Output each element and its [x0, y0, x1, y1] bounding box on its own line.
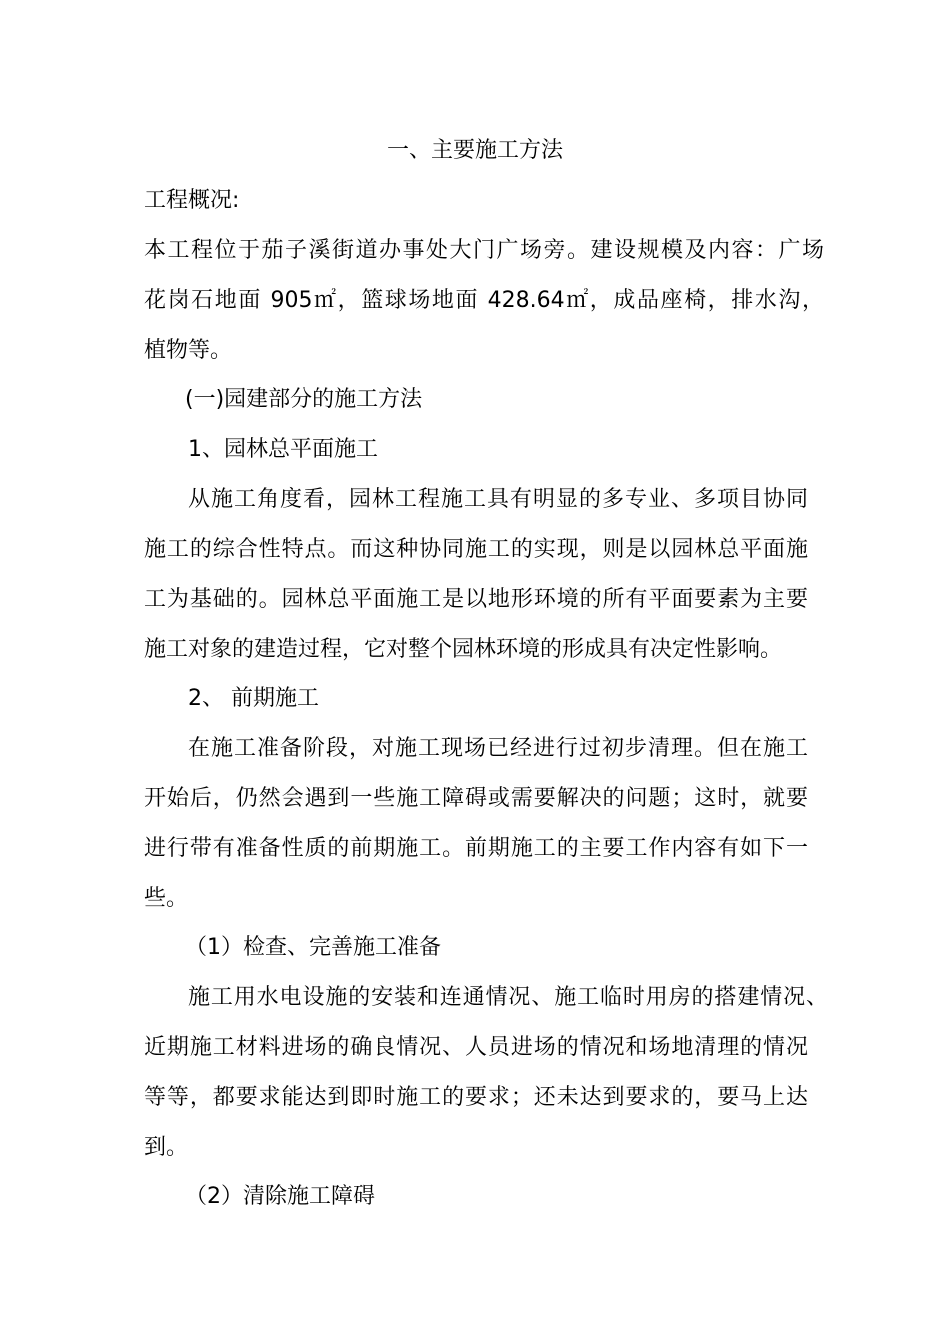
paragraph-line: 在施工准备阶段，对施工现场已经进行过初步清理。但在施工: [188, 736, 808, 761]
page-title: 一、主要施工方法: [386, 138, 563, 163]
paragraph-line: 工为基础的。园林总平面施工是以地形环境的所有平面要素为主要: [144, 587, 808, 612]
overview-line: 花岗石地面 905㎡，篮球场地面 428.64㎡，成品座椅，排水沟，: [144, 288, 824, 313]
paragraph-line: 施工用水电设施的安装和连通情况、施工临时用房的搭建情况、: [188, 985, 828, 1010]
paragraph-line: 施工对象的建造过程，它对整个园林环境的形成具有决定性影响。: [144, 637, 783, 662]
paragraph-line: 等等，都要求能达到即时施工的要求；还未达到要求的，要马上达: [144, 1085, 808, 1110]
paragraph-line: 开始后，仍然会遇到一些施工障碍或需要解决的问题；这时，就要: [144, 786, 808, 811]
paragraph-line: 近期施工材料进场的确良情况、人员进场的情况和场地清理的情况: [144, 1035, 808, 1060]
paragraph-line: 到。: [144, 1135, 189, 1160]
overview-line: 本工程位于茄子溪街道办事处大门广场旁。建设规模及内容：广场: [144, 238, 824, 263]
paragraph-line: 施工的综合性特点。而这种协同施工的实现，则是以园林总平面施: [144, 537, 808, 562]
overview-label: 工程概况:: [144, 188, 240, 213]
item-heading: （1）检查、完善施工准备: [185, 935, 441, 960]
section-heading: (一)园建部分的施工方法: [185, 387, 423, 412]
paragraph-line: 进行带有准备性质的前期施工。前期施工的主要工作内容有如下一: [144, 836, 808, 861]
item-heading: （2）清除施工障碍: [185, 1184, 375, 1209]
overview-line: 植物等。: [144, 338, 233, 363]
subsection-heading: 2、 前期施工: [188, 686, 319, 711]
subsection-heading: 1、园林总平面施工: [188, 437, 378, 462]
paragraph-line: 从施工角度看，园林工程施工具有明显的多专业、多项目协同: [188, 487, 808, 512]
paragraph-line: 些。: [144, 886, 189, 911]
